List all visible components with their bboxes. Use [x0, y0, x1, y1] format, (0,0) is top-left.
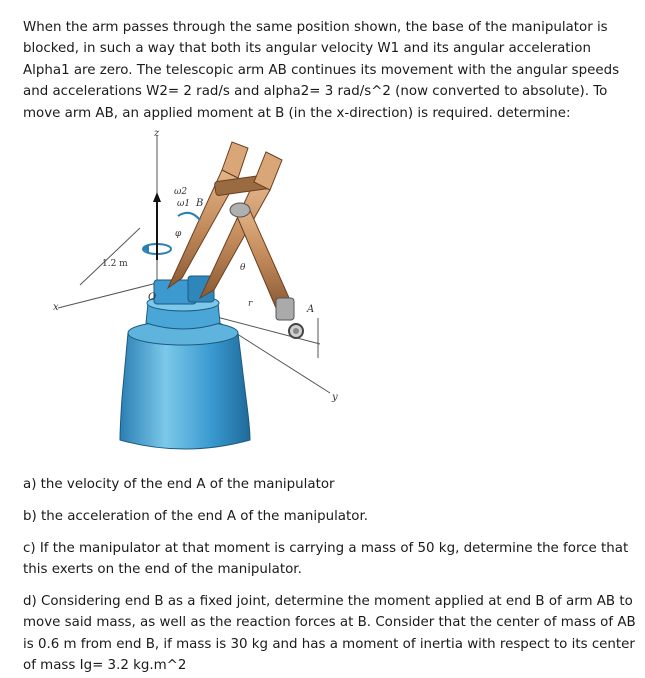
point-O-label: O [148, 292, 157, 303]
omega1-arrow [143, 192, 171, 260]
theta-label: θ [240, 263, 246, 273]
manipulator-figure [50, 128, 350, 463]
z-axis-label: z [154, 128, 160, 139]
point-B-label: B [196, 198, 204, 209]
telescopic-arm-inner [236, 206, 303, 338]
omega2-label: ω2 [174, 187, 188, 197]
question-c: c) If the manipulator at that moment is carrying a mass of 50 kg, determine the force that this exerts on the end of the manipulator. [23, 541, 629, 578]
r-label: r [248, 299, 253, 309]
omega1-label: ω1 [177, 199, 191, 209]
question-a: a) the velocity of the end A of the manipulator [23, 477, 335, 492]
question-d: d) Considering end B as a fixed joint, determine the moment applied at end B of arm AB to move said mass, as well as the reaction forces at B. Consider that the center of mass of AB is 0.6 m from end B, if mass is 30 kg and has a moment of inertia with respect to its center of mass Ig= 3.2 kg.m^2 [23, 594, 636, 674]
question-b: b) the acceleration of the end A of the manipulator. [23, 509, 368, 524]
manipulator-base [120, 276, 250, 449]
y-axis-label: y [332, 392, 338, 403]
phi-label: φ [175, 229, 182, 239]
height-label: 1.2 m [102, 259, 128, 269]
problem-statement: When the arm passes through the same position shown, the base of the manipulator is blocked, in such a way that both its angular velocity W1 and its angular acceleration Alpha1 are zero. The telescopic arm AB continues its movement with the angular speeds and accelerations W2= 2 rad/s and alpha2= 3 rad/s^2 (now converted to absolute). To move arm AB, an applied moment at B (in the x-direction) is required. determine: [23, 20, 620, 121]
x-axis-label: x [53, 302, 59, 313]
point-A-label: A [307, 304, 315, 315]
